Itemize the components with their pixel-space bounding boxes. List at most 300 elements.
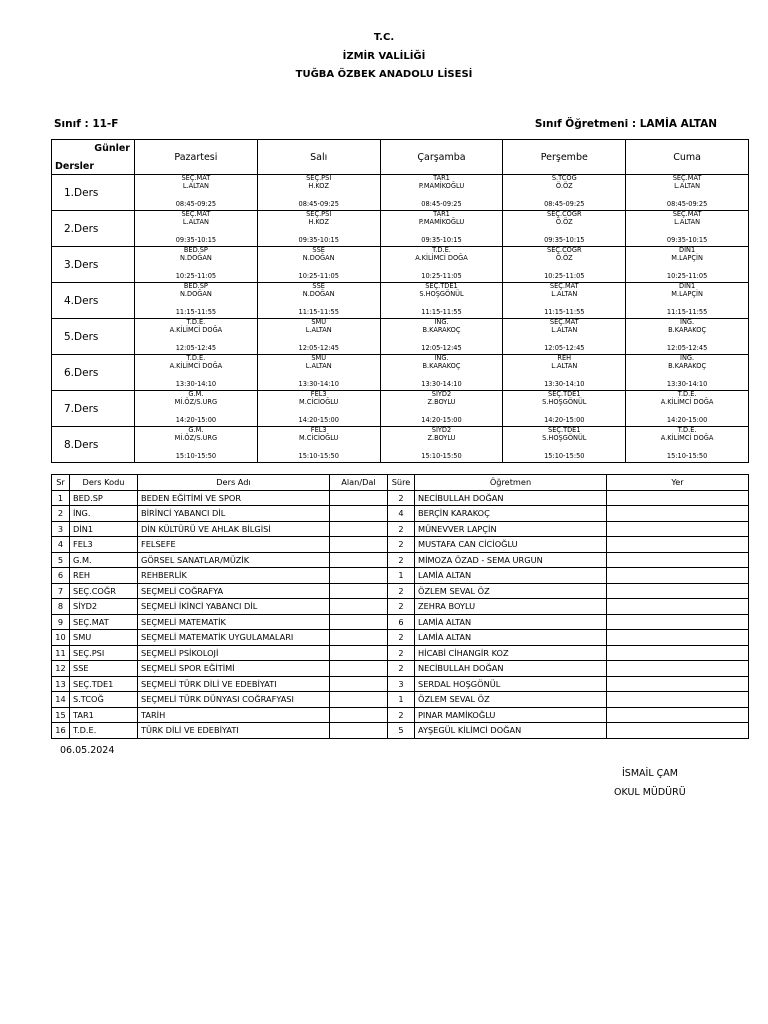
cell-time: 11:15-11:55 [298, 308, 339, 316]
row-number: 1 [52, 490, 70, 506]
cell-time: 09:35-10:15 [544, 236, 585, 244]
period-label: 4.Ders [52, 283, 135, 319]
course-name: DİN KÜLTÜRÜ VE AHLAK BİLGİSİ [138, 521, 330, 537]
row-number: 5 [52, 552, 70, 568]
table-row [52, 568, 749, 584]
course-hours: 2 [388, 552, 415, 568]
cell-teacher: L.ALTAN [182, 218, 209, 226]
cell-teacher: S.HOŞGÖNÜL [419, 290, 464, 298]
schedule-cell [257, 283, 380, 319]
cell-time: 13:30-14:10 [666, 380, 708, 388]
course-place [607, 630, 749, 646]
table-row [52, 521, 749, 537]
schedule-cell [135, 211, 258, 247]
cell-time: 13:30-14:10 [421, 380, 462, 388]
course-teacher: MÜNEVVER LAPÇİN [415, 521, 607, 537]
course-hours: 2 [388, 645, 415, 661]
period-label: 2.Ders [52, 211, 135, 247]
row-number: 7 [52, 583, 70, 599]
cell-teacher: L.ALTAN [305, 326, 332, 334]
schedule-row [52, 355, 749, 391]
cell-course: İNG. [434, 355, 449, 362]
schedule-cell [503, 355, 626, 391]
cell-course: SMU [311, 319, 327, 326]
cell-time: 12:05-12:45 [666, 344, 708, 352]
course-place [607, 645, 749, 661]
course-hours: 2 [388, 707, 415, 723]
cell-teacher: L.ALTAN [182, 182, 209, 190]
cell-time: 09:35-10:15 [175, 236, 217, 244]
cell-time: 13:30-14:10 [175, 380, 217, 388]
row-number: 2 [52, 506, 70, 522]
course-teacher: MUSTAFA CAN CİCİOĞLU [415, 537, 607, 553]
course-teacher: LAMİA ALTAN [415, 630, 607, 646]
cell-time: 14:20-15:00 [544, 416, 585, 424]
course-code: İNG. [70, 506, 138, 522]
course-name: FELSEFE [138, 537, 330, 553]
cell-course: G.M. [188, 427, 204, 434]
schedule-cell [626, 319, 749, 355]
cell-teacher: H.KOZ [308, 182, 329, 190]
column-header: Öğretmen [415, 475, 607, 491]
cell-course: DİN1 [679, 247, 696, 254]
course-hours: 2 [388, 490, 415, 506]
row-number: 14 [52, 692, 70, 708]
table-row [52, 692, 749, 708]
cell-time: 10:25-11:05 [175, 272, 217, 280]
cell-time: 12:05-12:45 [421, 344, 462, 352]
cell-course: SEÇ.MAT [181, 175, 211, 182]
cell-course: T.D.E. [432, 247, 451, 254]
cell-time: 08:45-09:25 [421, 200, 462, 208]
signatory-title: OKUL MÜDÜRÜ [614, 787, 686, 798]
cell-course: İNG. [680, 355, 695, 362]
schedule-corner [52, 140, 135, 175]
course-field [330, 552, 388, 568]
cell-course: DİN1 [679, 283, 696, 290]
schedule-cell [380, 175, 503, 211]
column-header: Alan/Dal [330, 475, 388, 491]
cell-course: T.D.E. [186, 319, 206, 326]
course-code: SEÇ.PSI [70, 645, 138, 661]
cell-teacher: Ö.ÖZ [555, 218, 573, 226]
course-code: S.TCOĞ [70, 692, 138, 708]
course-teacher: SERDAL HOŞGÖNÜL [415, 676, 607, 692]
cell-course: T.D.E. [677, 391, 697, 398]
table-row [52, 645, 749, 661]
cell-course: S.TCOĞ [551, 175, 577, 182]
cell-teacher: M.LAPÇİN [671, 254, 703, 262]
schedule-cell [380, 391, 503, 427]
schedule-row [52, 175, 749, 211]
table-row [52, 583, 749, 599]
schedule-cell [380, 247, 503, 283]
course-place [607, 583, 749, 599]
course-field [330, 583, 388, 599]
cell-teacher: B.KARAKOÇ [668, 362, 707, 370]
course-field [330, 630, 388, 646]
course-name: SEÇMELİ COĞRAFYA [138, 583, 330, 599]
period-label: 1.Ders [52, 175, 135, 211]
cell-time: 14:20-15:00 [298, 416, 339, 424]
course-field [330, 661, 388, 677]
column-header: Sr [52, 475, 70, 491]
cell-course: T.D.E. [186, 355, 206, 362]
cell-teacher: A.KİLİMCİ DOĞA [415, 254, 468, 262]
cell-time: 10:25-11:05 [421, 272, 462, 280]
cell-course: SEÇ.COĞR [547, 247, 582, 254]
cell-teacher: L.ALTAN [674, 218, 701, 226]
row-number: 3 [52, 521, 70, 537]
schedule-cell [503, 247, 626, 283]
schedule-cell [257, 391, 380, 427]
course-place [607, 723, 749, 739]
cell-time: 12:05-12:45 [298, 344, 339, 352]
course-code: SEÇ.TDE1 [70, 676, 138, 692]
table-row [52, 614, 749, 630]
cell-teacher: B.KARAKOÇ [668, 326, 707, 334]
cell-time: 15:10-15:50 [298, 452, 339, 460]
course-hours: 2 [388, 630, 415, 646]
schedule-cell [626, 355, 749, 391]
course-code: SEÇ.COĞR [70, 583, 138, 599]
cell-teacher: P.MAMİKOĞLU [418, 218, 465, 226]
schedule-cell [380, 427, 503, 463]
cell-course: SİYD2 [431, 427, 452, 434]
course-code: G.M. [70, 552, 138, 568]
cell-teacher: A.KİLİMCİ DOĞA [169, 326, 223, 334]
course-field [330, 676, 388, 692]
cell-time: 10:25-11:05 [298, 272, 339, 280]
period-label: 6.Ders [52, 355, 135, 391]
cell-teacher: S.HOŞGÖNÜL [542, 434, 587, 442]
course-code: SSE [70, 661, 138, 677]
cell-course: SEÇ.TDE1 [548, 427, 581, 434]
cell-course: SEÇ.MAT [549, 319, 579, 326]
course-teacher: ÖZLEM SEVAL ÖZ [415, 692, 607, 708]
course-code: REH [70, 568, 138, 584]
course-teacher: NECİBULLAH DOĞAN [415, 490, 607, 506]
cell-teacher: Mİ.ÖZ/S.URG [174, 434, 218, 442]
class-teacher-label: Sınıf Öğretmeni : LAMİA ALTAN [534, 118, 717, 130]
course-place [607, 661, 749, 677]
cell-course: TAR1 [433, 211, 450, 218]
cell-teacher: A.KİLİMCİ DOĞA [660, 398, 714, 406]
course-teacher: HİCABİ CİHANGİR KOZ [415, 645, 607, 661]
course-name: SEÇMELİ PSİKOLOJİ [138, 645, 330, 661]
weekly-schedule-table [51, 139, 749, 463]
course-list-table [51, 474, 749, 739]
signatory-name: İSMAİL ÇAM [622, 768, 678, 779]
schedule-cell [503, 283, 626, 319]
period-label: 3.Ders [52, 247, 135, 283]
course-hours: 2 [388, 599, 415, 615]
cell-course: SEÇ.TDE1 [548, 391, 581, 398]
schedule-cell [503, 391, 626, 427]
cell-teacher: P.MAMİKOĞLU [418, 182, 465, 190]
course-hours: 2 [388, 521, 415, 537]
course-field [330, 568, 388, 584]
course-field [330, 599, 388, 615]
cell-teacher: A.KİLİMCİ DOĞA [169, 362, 223, 370]
cell-teacher: L.ALTAN [305, 362, 332, 370]
course-code: DİN1 [70, 521, 138, 537]
schedule-row [52, 319, 749, 355]
cell-time: 14:20-15:00 [421, 416, 462, 424]
cell-time: 15:10-15:50 [666, 452, 708, 460]
period-label: 7.Ders [52, 391, 135, 427]
cell-time: 10:25-11:05 [544, 272, 585, 280]
cell-time: 11:15-11:55 [421, 308, 462, 316]
course-field [330, 521, 388, 537]
cell-teacher: N.DOĞAN [302, 254, 335, 262]
course-field [330, 506, 388, 522]
course-place [607, 552, 749, 568]
table-row [52, 506, 749, 522]
cell-teacher: B.KARAKOÇ [422, 362, 461, 370]
course-hours: 2 [388, 583, 415, 599]
schedule-cell [257, 427, 380, 463]
schedule-cell [257, 211, 380, 247]
table-row [52, 537, 749, 553]
course-place [607, 490, 749, 506]
cell-time: 11:15-11:55 [544, 308, 585, 316]
header-school-name: TUĞBA ÖZBEK ANADOLU LİSESİ [295, 69, 473, 80]
cell-course: SMU [311, 355, 327, 362]
cell-course: İNG. [680, 319, 695, 326]
course-field [330, 614, 388, 630]
schedule-cell [135, 175, 258, 211]
cell-teacher: N.DOĞAN [179, 254, 212, 262]
row-number: 15 [52, 707, 70, 723]
course-name: SEÇMELİ TÜRK DİLİ VE EDEBİYATI [138, 676, 330, 692]
cell-course: SEÇ.MAT [672, 211, 702, 218]
schedule-cell [135, 391, 258, 427]
course-place [607, 506, 749, 522]
cell-teacher: S.HOŞGÖNÜL [542, 398, 587, 406]
column-header: Ders Kodu [70, 475, 138, 491]
course-teacher: ZEHRA BOYLU [415, 599, 607, 615]
cell-teacher: N.DOĞAN [179, 290, 212, 298]
cell-time: 13:30-14:10 [298, 380, 339, 388]
course-code: SİYD2 [70, 599, 138, 615]
table-row [52, 707, 749, 723]
cell-course: SSE [312, 283, 325, 290]
column-header: Ders Adı [138, 475, 330, 491]
cell-course: SEÇ.TDE1 [425, 283, 458, 290]
cell-time: 08:45-09:25 [175, 200, 217, 208]
course-hours: 6 [388, 614, 415, 630]
cell-time: 12:05-12:45 [544, 344, 585, 352]
cell-time: 08:45-09:25 [666, 200, 708, 208]
cell-time: 09:35-10:15 [421, 236, 462, 244]
cell-teacher: L.ALTAN [674, 182, 701, 190]
course-code: T.D.E. [70, 723, 138, 739]
course-code: TAR1 [70, 707, 138, 723]
day-header: Pazartesi [135, 140, 258, 175]
schedule-row [52, 427, 749, 463]
cell-time: 11:15-11:55 [666, 308, 708, 316]
schedule-cell [626, 211, 749, 247]
course-name: SEÇMELİ MATEMATİK [138, 614, 330, 630]
course-header-row [52, 475, 749, 491]
schedule-row [52, 391, 749, 427]
course-field [330, 537, 388, 553]
course-hours: 5 [388, 723, 415, 739]
schedule-cell [135, 247, 258, 283]
cell-time: 15:10-15:50 [421, 452, 462, 460]
cell-teacher: L.ALTAN [551, 326, 578, 334]
row-number: 8 [52, 599, 70, 615]
cell-time: 09:35-10:15 [298, 236, 339, 244]
course-place [607, 568, 749, 584]
day-header: Perşembe [503, 140, 626, 175]
course-teacher: NECİBULLAH DOĞAN [415, 661, 607, 677]
cell-time: 14:20-15:00 [666, 416, 708, 424]
course-teacher: MİMOZA ÖZAD - SEMA URGUN [415, 552, 607, 568]
cell-teacher: B.KARAKOÇ [422, 326, 461, 334]
course-field [330, 645, 388, 661]
schedule-cell [626, 391, 749, 427]
schedule-cell [626, 175, 749, 211]
table-row [52, 630, 749, 646]
schedule-row [52, 247, 749, 283]
header-governorship: İZMİR VALİLİĞİ [342, 51, 426, 62]
cell-teacher: Z.BOYLU [427, 434, 456, 442]
course-name: TARİH [138, 707, 330, 723]
schedule-cell [257, 175, 380, 211]
cell-time: 08:45-09:25 [298, 200, 339, 208]
course-field [330, 490, 388, 506]
schedule-cell [503, 211, 626, 247]
row-number: 9 [52, 614, 70, 630]
cell-course: TAR1 [433, 175, 450, 182]
course-field [330, 707, 388, 723]
cell-course: SEÇ.PSI [306, 211, 332, 218]
cell-teacher: N.DOĞAN [302, 290, 335, 298]
schedule-cell [503, 427, 626, 463]
cell-time: 15:10-15:50 [175, 452, 217, 460]
days-corner-label: Günler [94, 143, 130, 154]
row-number: 11 [52, 645, 70, 661]
schedule-row [52, 283, 749, 319]
schedule-cell [257, 319, 380, 355]
cell-course: G.M. [188, 391, 204, 398]
cell-course: FEL3 [310, 427, 327, 434]
day-header: Çarşamba [380, 140, 503, 175]
cell-course: SEÇ.MAT [181, 211, 211, 218]
course-name: SEÇMELİ MATEMATİK UYGULAMALARI [138, 630, 330, 646]
schedule-cell [503, 175, 626, 211]
course-place [607, 521, 749, 537]
course-place [607, 614, 749, 630]
table-row [52, 552, 749, 568]
cell-teacher: M.CİCİOĞLU [299, 434, 339, 442]
schedule-row [52, 211, 749, 247]
course-hours: 2 [388, 537, 415, 553]
cell-time: 10:25-11:05 [666, 272, 708, 280]
course-place [607, 676, 749, 692]
cell-course: İNG. [434, 319, 449, 326]
cell-time: 14:20-15:00 [175, 416, 217, 424]
cell-teacher: H.KOZ [308, 218, 329, 226]
course-field [330, 723, 388, 739]
course-teacher: LAMİA ALTAN [415, 614, 607, 630]
cell-course: SSE [312, 247, 325, 254]
course-place [607, 537, 749, 553]
cell-teacher: M.LAPÇİN [671, 290, 703, 298]
column-header: Yer [607, 475, 749, 491]
cell-time: 13:30-14:10 [544, 380, 585, 388]
header-tc: T.C. [373, 32, 395, 43]
document-date: 06.05.2024 [60, 745, 115, 756]
day-header: Cuma [626, 140, 749, 175]
cell-teacher: Z.BOYLU [427, 398, 456, 406]
table-row [52, 490, 749, 506]
schedule-cell [626, 247, 749, 283]
schedule-cell [626, 283, 749, 319]
cell-teacher: A.KİLİMCİ DOĞA [660, 434, 714, 442]
course-hours: 1 [388, 568, 415, 584]
cell-course: SEÇ.COĞR [547, 211, 582, 218]
course-place [607, 707, 749, 723]
course-teacher: BERÇİN KARAKOÇ [415, 506, 607, 522]
schedule-cell [135, 319, 258, 355]
course-code: FEL3 [70, 537, 138, 553]
schedule-cell [257, 247, 380, 283]
cell-time: 15:10-15:50 [544, 452, 585, 460]
course-teacher: LAMİA ALTAN [415, 568, 607, 584]
cell-teacher: L.ALTAN [551, 290, 578, 298]
cell-course: SİYD2 [431, 391, 452, 398]
schedule-cell [135, 283, 258, 319]
course-hours: 2 [388, 661, 415, 677]
schedule-header-row [52, 140, 749, 175]
table-row [52, 661, 749, 677]
course-field [330, 692, 388, 708]
column-header: Süre [388, 475, 415, 491]
course-name: SEÇMELİ İKİNCİ YABANCI DİL [138, 599, 330, 615]
schedule-cell [503, 319, 626, 355]
schedule-cell [135, 355, 258, 391]
table-row [52, 723, 749, 739]
schedule-cell [135, 427, 258, 463]
cell-time: 12:05-12:45 [175, 344, 217, 352]
course-hours: 4 [388, 506, 415, 522]
course-teacher: PINAR MAMİKOĞLU [415, 707, 607, 723]
cell-course: SEÇ.PSI [306, 175, 332, 182]
schedule-cell [257, 355, 380, 391]
course-name: REHBERLİK [138, 568, 330, 584]
course-code: SEÇ.MAT [70, 614, 138, 630]
course-name: GÖRSEL SANATLAR/MÜZİK [138, 552, 330, 568]
table-row [52, 599, 749, 615]
row-number: 13 [52, 676, 70, 692]
schedule-cell [380, 211, 503, 247]
course-name: TÜRK DİLİ VE EDEBİYATI [138, 723, 330, 739]
course-hours: 1 [388, 692, 415, 708]
day-header: Salı [257, 140, 380, 175]
schedule-cell [626, 427, 749, 463]
cell-time: 08:45-09:25 [544, 200, 585, 208]
row-number: 12 [52, 661, 70, 677]
row-number: 10 [52, 630, 70, 646]
cell-time: 11:15-11:55 [175, 308, 217, 316]
cell-teacher: Ö.ÖZ [555, 182, 573, 190]
schedule-cell [380, 319, 503, 355]
cell-course: FEL3 [310, 391, 327, 398]
course-teacher: ÖZLEM SEVAL ÖZ [415, 583, 607, 599]
